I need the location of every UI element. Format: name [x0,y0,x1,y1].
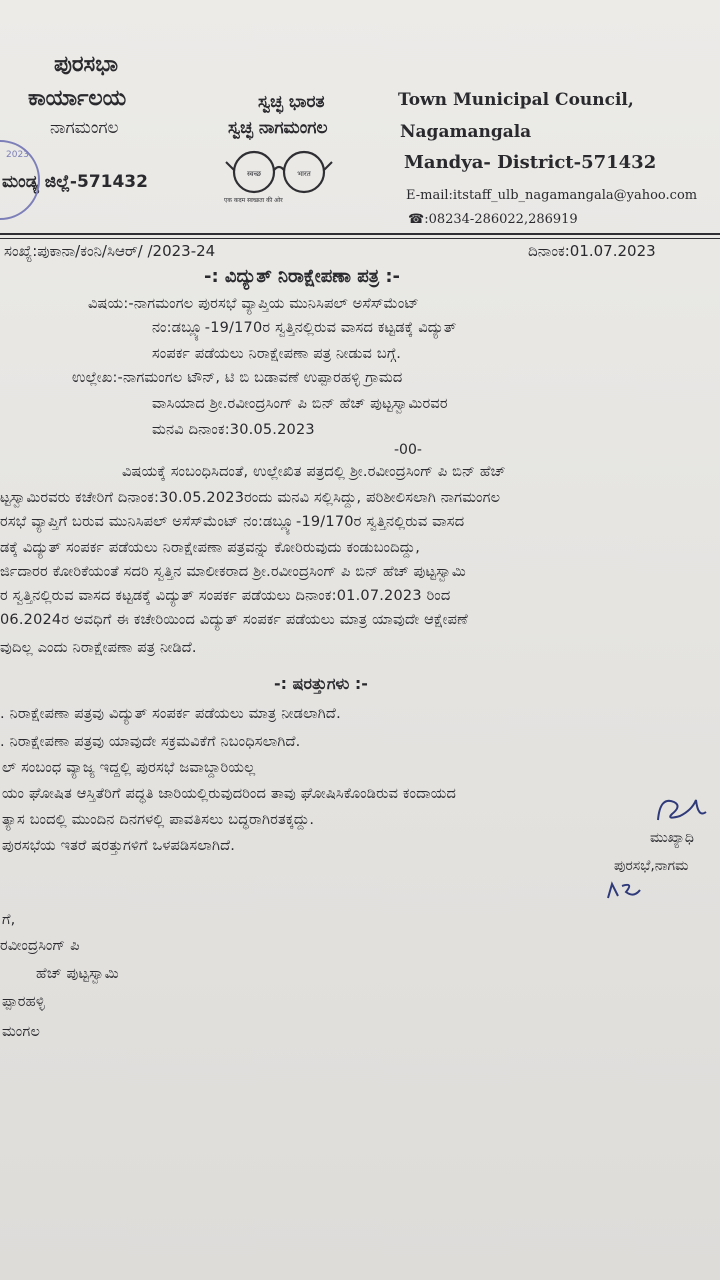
recipient-salutation: ಗೆ, [2,912,16,928]
subject-line3: ಸಂಪರ್ಕ ಪಡೆಯಲು ನಿರಾಕ್ಷೇಪಣಾ ಪತ್ರ ನೀಡುವ ಬಗ್ಗೆ. [152,346,402,362]
body-line4: ಡಕ್ಕೆ ವಿದ್ಯುತ್ ಸಂಪರ್ಕ ಪಡೆಯಲು ನಿರಾಕ್ಷೇಪಣಾ ಪತ್ರವನ್ನು ಕೋರಿರುವುದು ಕಂಡುಬಂದಿದ್ದು, [0,540,421,556]
logo-tagline: एक कदम स्वच्छता की ओर [224,197,283,204]
district-line: ಮಂಡ್ಯ ಜಿಲ್ಲೆ-571432 [2,172,148,192]
recipient-village: ಪ್ಪಾರಹಳ್ಳಿ [2,994,45,1010]
office-name-line1: ಪುರಸಭಾ [54,52,119,77]
council-name-en: Town Municipal Council, [398,90,634,110]
body-line2: ಟ್ಟಸ್ವಾಮಿರವರು ಕಚೇರಿಗೆ ದಿನಾಂಕ:30.05.2023ರಂದು ಮನವಿ ಸಲ್ಲಿಸಿದ್ದು, ಪರಿಶೀಲಿಸಲಾಗಿ ನಾಗಮಂಗಲ [0,490,501,506]
body-line1: ವಿಷಯಕ್ಕೆ ಸಂಬಂಧಿಸಿದಂತೆ, ಉಲ್ಲೇಖಿತ ಪತ್ರದಲ್ಲಿ ಶ್ರೀ.ರವೀಂದ್ರಸಿಂಗ್ ಪಿ ಬಿನ್ ಹೆಚ್ [122,464,506,480]
condition-3: ಲ್ ಸಂಬಂಧ ವ್ಯಾಜ್ಯ ಇದ್ದಲ್ಲಿ ಪುರಸಭೆ ಜವಾಬ್ದಾರಿಯಲ್ಲ [2,760,256,776]
subject-line2: ನಂ:ಡಬ್ಲ್ಯೂ-19/170ರ ಸ್ವತ್ತಿನಲ್ಲಿರುವ ವಾಸದ ಕಟ್ಟಡಕ್ಕೆ ವಿದ್ಯುತ್ [152,320,457,336]
swachh-bharat-logo [224,148,334,204]
body-line3: ರಸಭೆ ವ್ಯಾಪ್ತಿಗೆ ಬರುವ ಮುನಿಸಿಪಲ್ ಅಸೆಸ್‌ಮೆಂಟ್ ನಂ:ಡಬ್ಲ್ಯೂ-19/170ರ ಸ್ವತ್ತಿನಲ್ಲಿರುವ ವಾಸದ [0,514,465,530]
logo-word-2: भारत [297,170,311,178]
separator: -00- [394,442,422,458]
condition-1: . ನಿರಾಕ್ಷೇಪಣಾ ಪತ್ರವು ವಿದ್ಯುತ್ ಸಂಪರ್ಕ ಪಡೆಯಲು ಮಾತ್ರ ನೀಡಲಾಗಿದೆ. [0,706,341,722]
recipient-father: ಹೆಚ್ ಪುಟ್ಟಸ್ವಾಮಿ [36,966,119,982]
initials-mark [604,878,644,902]
reference-line2: ವಾಸಿಯಾದ ಶ್ರೀ.ರವೀಂದ್ರಸಿಂಗ್ ಪಿ ಬಿನ್ ಹೆಚ್ ಪುಟ್ಟಸ್ವಾಮಿರವರ [152,396,448,412]
council-email: E-mail:itstaff_ulb_nagamangala@yahoo.com [406,188,698,203]
reference-line3: ಮನವಿ ದಿನಾಂಕ:30.05.2023 [152,422,315,438]
office-seal: 2023 [0,140,40,220]
condition-2: . ನಿರಾಕ್ಷೇಪಣಾ ಪತ್ರವು ಯಾವುದೇ ಸಕ್ರಮವಿಕೆಗೆ ನಿಬಂಧಿಸಲಾಗಿದೆ. [0,734,301,750]
document-title: -: ವಿದ್ಯುತ್ ನಿರಾಕ್ಷೇಪಣಾ ಪತ್ರ :- [204,266,401,287]
council-town-en: Nagamangala [400,122,532,142]
swachh-bharat-line1: ಸ್ವಚ್ಛ ಭಾರತ [258,92,325,112]
letter-date: ದಿನಾಂಕ:01.07.2023 [528,242,656,260]
conditions-title: -: ಷರತ್ತುಗಳು :- [274,674,368,693]
reference-line1: ಉಲ್ಲೇಖ:-ನಾಗಮಂಗಲ ಟೌನ್, ಟಿ ಬಿ ಬಡಾವಣೆ ಉಪ್ಪಾರಹಳ್ಳಿ ಗ್ರಾಮದ [72,370,403,386]
body-line7: 06.2024ರ ಅವಧಿಗೆ ಈ ಕಚೇರಿಯಿಂದ ವಿದ್ಯುತ್ ಸಂಪರ್ಕ ಪಡೆಯಲು ಮಾತ್ರ ಯಾವುದೇ ಆಕ್ಷೇಪಣೆ [0,612,468,628]
subject-line1: ವಿಷಯ:-ನಾಗಮಂಗಲ ಪುರಸಭೆ ವ್ಯಾಪ್ತಿಯ ಮುನಿಸಿಪಲ್ ಅಸೆಸ್‌ಮೆಂಟ್ [88,296,419,312]
condition-4: ಯಂ ಘೋಷಿತ ಆಸ್ತಿತೆರಿಗೆ ಪದ್ಧತಿ ಜಾರಿಯಲ್ಲಿರುವುದರಿಂದ ತಾವು ಘೋಷಿಸಿಕೊಂಡಿರುವ ಕಂದಾಯದ [2,786,457,802]
condition-6: ಪುರಸಭೆಯ ಇತರೆ ಷರತ್ತುಗಳಿಗೆ ಒಳಪಡಿಸಲಾಗಿದೆ. [2,838,236,854]
logo-word-1: स्वच्छ [246,170,262,178]
body-line8: ವುದಿಲ್ಲ ಎಂದು ನಿರಾಕ್ಷೇಪಣಾ ಪತ್ರ ನೀಡಿದೆ. [0,640,197,656]
office-name-line2: ಕಾರ್ಯಾಲಯ [28,86,127,111]
swachh-bharat-line2: ಸ್ವಚ್ಛ ನಾಗಮಂಗಲ [228,118,328,138]
reference-number: ಸಂಖ್ಯೆ:ಪುಕಾನಾ/ಕಂನಿ/ಸಿಆರ್/ /2023-24 [4,242,216,260]
handwritten-signature [652,790,712,830]
body-line6: ರ ಸ್ವತ್ತಿನಲ್ಲಿರುವ ವಾಸದ ಕಟ್ಟಡಕ್ಕೆ ವಿದ್ಯುತ್ ಸಂಪರ್ಕ ಪಡೆಯಲು ದಿನಾಂಕ:01.07.2023 ರಿಂದ [0,588,451,604]
recipient-town: ಮಂಗಲ [2,1024,41,1040]
recipient-name: ರವೀಂದ್ರಸಿಂಗ್ ಪಿ [0,938,80,954]
signatory-office: ಪುರಸಭೆ,ನಾಗಮ [614,858,689,874]
header-rule [0,233,720,235]
office-location: ನಾಗಮಂಗಲ [50,118,119,138]
condition-5: ತ್ಯಾಸ ಬಂದಲ್ಲಿ ಮುಂದಿನ ದಿನಗಳಲ್ಲಿ ಪಾವತಿಸಲು ಬದ್ಧರಾಗಿರತಕ್ಕದ್ದು. [2,812,315,828]
council-district-en: Mandya- District-571432 [404,152,657,173]
council-phone: ☎:08234-286022,286919 [408,212,578,227]
body-line5: ರ್ಜಿದಾರರ ಕೋರಿಕೆಯಂತೆ ಸದರಿ ಸ್ವತ್ತಿನ ಮಾಲೀಕರಾದ ಶ್ರೀ.ರವೀಂದ್ರಸಿಂಗ್ ಪಿ ಬಿನ್ ಹೆಚ್ ಪುಟ್ಟಸ್ವಾಮಿ [0,564,466,580]
header-rule-2 [0,238,720,239]
signatory-title: ಮುಖ್ಯಾಧಿ [650,830,694,846]
